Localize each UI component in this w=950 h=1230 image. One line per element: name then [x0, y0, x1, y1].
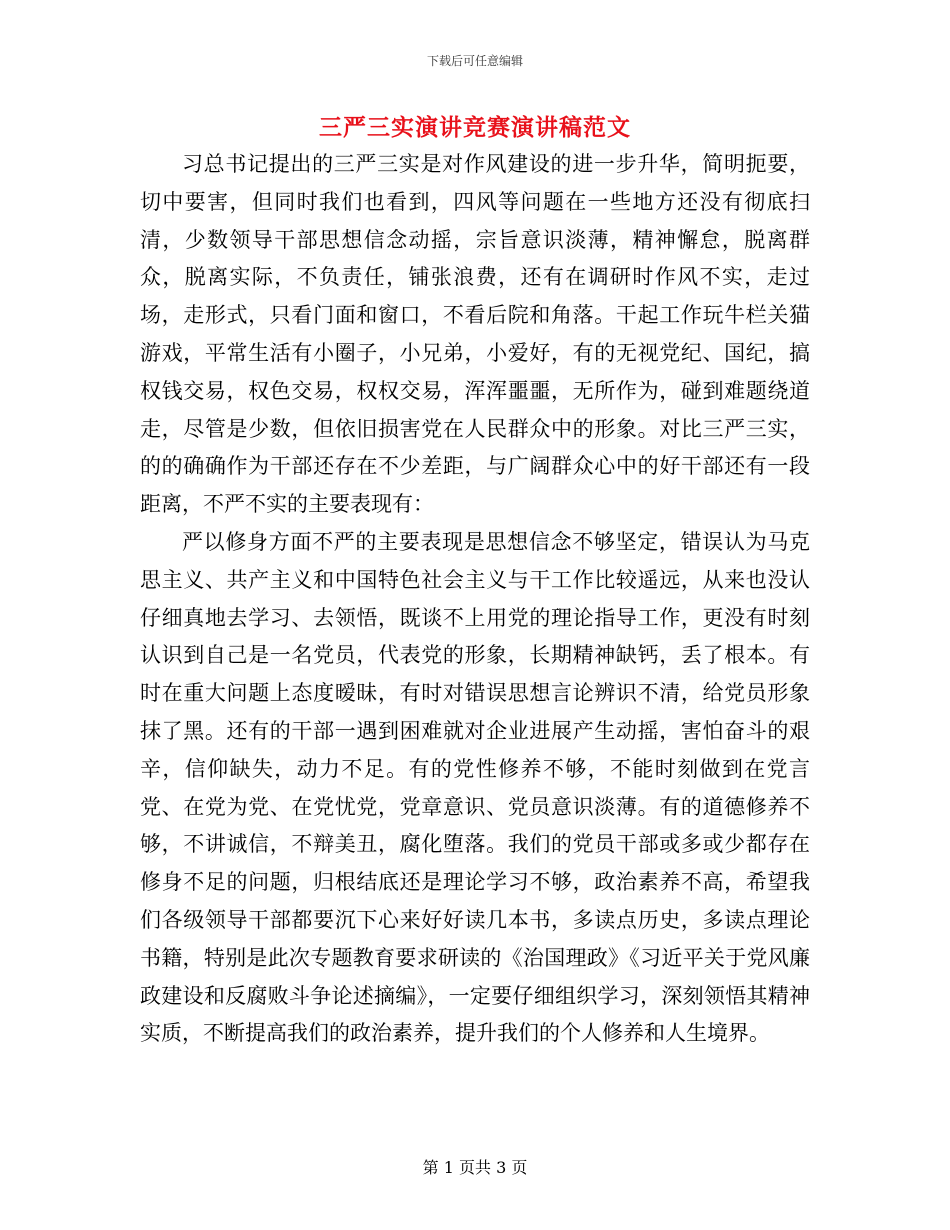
page-footer: 第 1 页共 3 页: [422, 1158, 528, 1177]
paragraph-2: 严以修身方面不严的主要表现是思想信念不够坚定，错误认为马克思主义、共产主义和中国特色社会主义与干工作比较遥远，从来也没认仔细真地去学习、去领悟，既谈不上用党的理论指导工作，更没有时刻认识到自己是一名党员，代表党的形象，长期精神缺钙，丢了根本。有时在重大问题上态度暧昧，有时对错误思想言论辨识不清，给党员形象抹了黑。还有的干部一遇到困难就对企业进展产生动摇，害怕奋斗的艰辛，信仰缺失，动力不足。有的党性修养不够，不能时刻做到在党言党、在党为党、在党忧党，党章意识、党员意识淡薄。有的道德修养不够，不讲诚信，不辩美丑，腐化堕落。我们的党员干部或多或少都存在修身不足的问题，归根结底还是理论学习不够，政治素养不高，希望我们各级领导干部都要沉下心来好好读几本书，多读点历史，多读点理论书籍，特别是此次专题教育要求研读的《治国理政》《习近平关于党风廉政建设和反腐败斗争论述摘编》，一定要仔细组织学习，深刻领悟其精神实质，不断提高我们的政治素养，提升我们的个人修养和人生境界。: [140, 529, 810, 1046]
document-title: 三严三实演讲竞赛演讲稿范文: [319, 114, 631, 141]
header-note: 下载后可任意编辑: [426, 54, 523, 68]
document-body: [140, 146, 810, 1053]
paragraph-1: 习总书记提出的三严三实是对作风建设的进一步升华，简明扼要，切中要害，但同时我们也看到，四风等问题在一些地方还没有彻底扫清，少数领导干部思想信念动摇，宗旨意识淡薄，精神懈怠，脱离群众，脱离实际，不负责任，铺张浪费，还有在调研时作风不实，走过场，走形式，只看门面和窗口，不看后院和角落。干起工作玩牛栏关猫游戏，平常生活有小圈子，小兄弟，小爱好，有的无视党纪、国纪，搞权钱交易，权色交易，权权交易，浑浑噩噩，无所作为，碰到难题绕道走，尽管是少数，但依旧损害党在人民群众中的形象。对比三严三实，的的确确作为干部还存在不少差距，与广阔群众心中的好干部还有一段距离，不严不实的主要表现有：: [140, 152, 810, 517]
